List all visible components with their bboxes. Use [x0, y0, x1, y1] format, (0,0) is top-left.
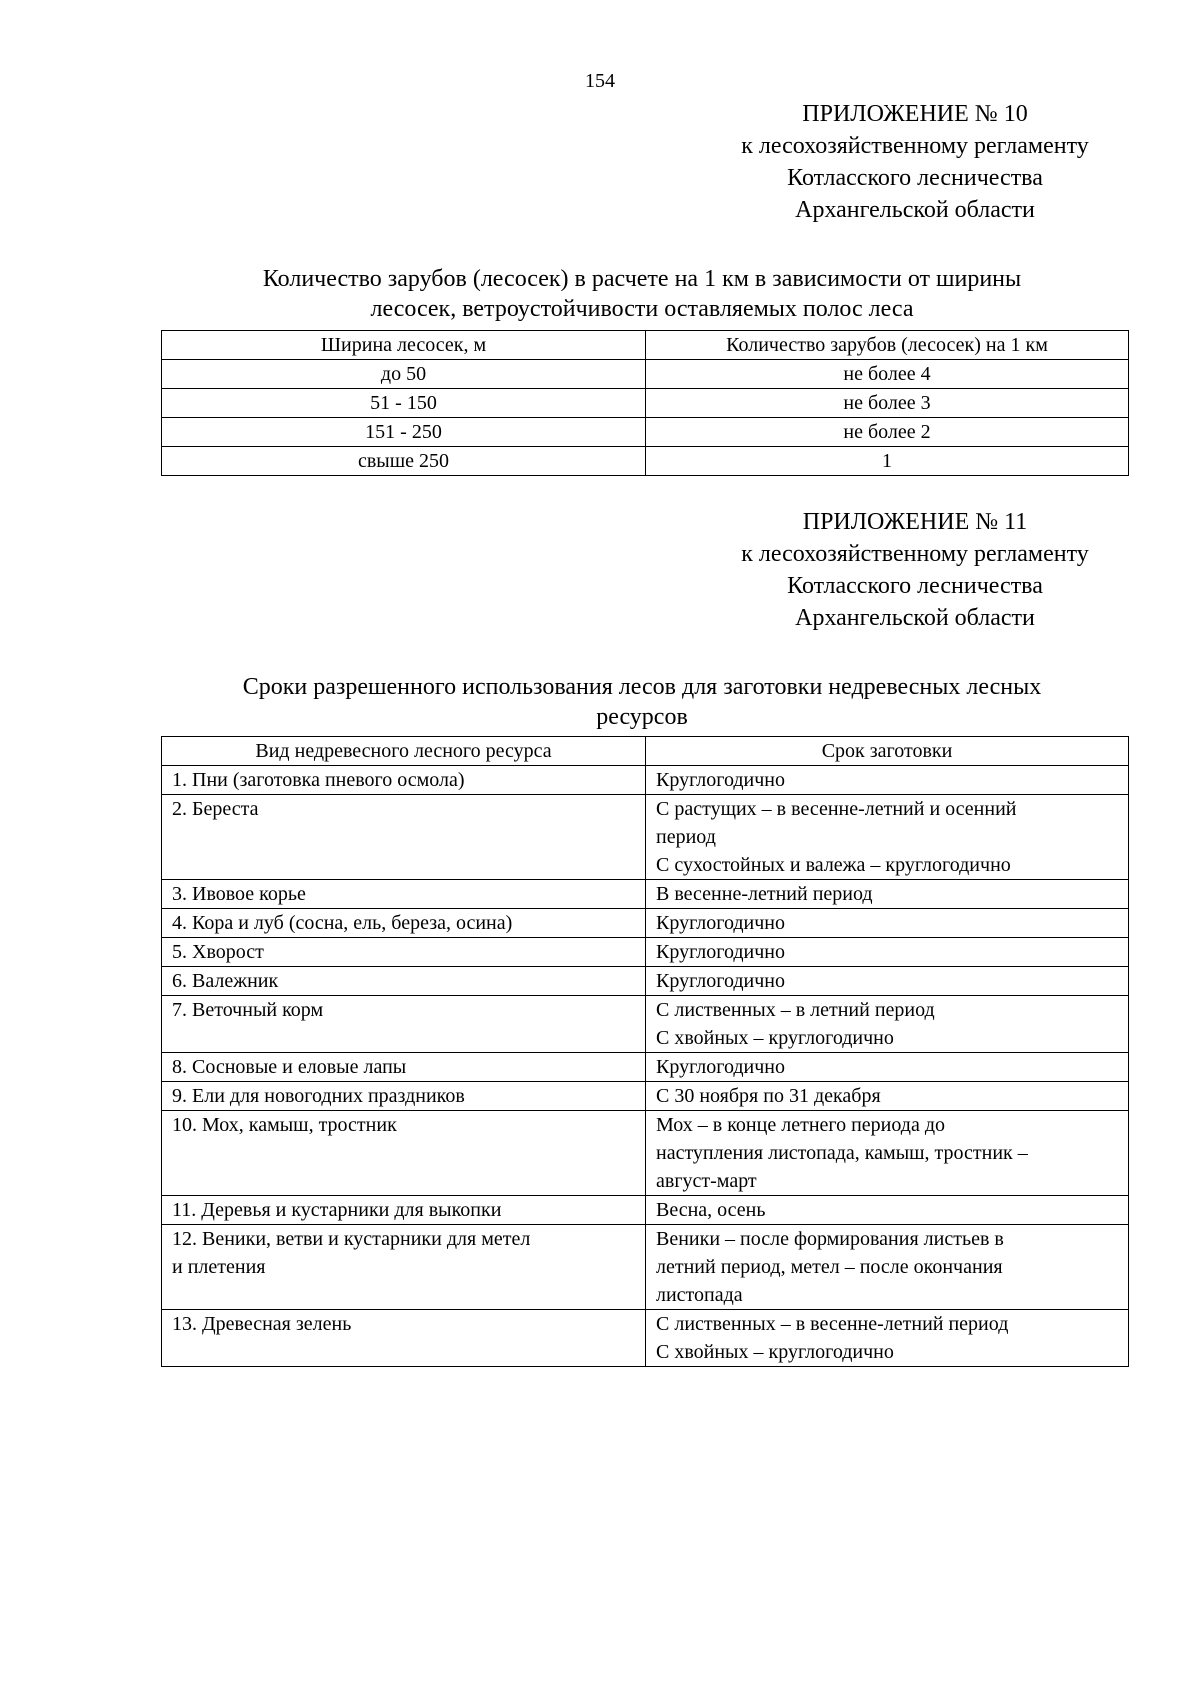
cell-line: 7. Веточный корм — [172, 999, 324, 1021]
term-cell — [646, 795, 1129, 880]
width-cell: 51 - 150 — [162, 389, 646, 418]
appendix-subtitle: к лесохозяйственному регламенту — [741, 133, 1089, 159]
term-cell — [646, 996, 1129, 1053]
cell-line: В весенне-летний период — [656, 883, 873, 905]
count-cell: не более 2 — [646, 418, 1129, 447]
resource-cell — [162, 1225, 646, 1310]
non-timber-resources-table — [161, 736, 1129, 1367]
cell-line: Круглогодично — [656, 970, 786, 992]
cell-line: Круглогодично — [656, 941, 786, 963]
resource-cell — [162, 1082, 646, 1111]
cell-line: Весна, осень — [656, 1199, 766, 1221]
cell-line: летний период, метел – после окончания — [656, 1256, 1003, 1278]
cell-line: С сухостойных и валежа – круглогодично — [656, 854, 1011, 876]
cutting-areas-table — [161, 330, 1129, 476]
column-header: Вид недревесного лесного ресурса — [162, 737, 646, 766]
count-cell: 1 — [646, 447, 1129, 476]
width-cell: свыше 250 — [162, 447, 646, 476]
resource-cell — [162, 1111, 646, 1196]
table-row — [162, 418, 1129, 447]
resource-cell — [162, 909, 646, 938]
table-2-title — [162, 672, 1122, 732]
column-header: Срок заготовки — [646, 737, 1129, 766]
table-row — [162, 447, 1129, 476]
column-header: Ширина лесосек, м — [162, 331, 646, 360]
term-cell — [646, 1225, 1129, 1310]
cell-line: Круглогодично — [656, 769, 786, 791]
count-cell: не более 4 — [646, 360, 1129, 389]
cell-line: период — [656, 826, 716, 848]
term-cell — [646, 967, 1129, 996]
table-row — [162, 1053, 1129, 1082]
cell-line: С хвойных – круглогодично — [656, 1027, 894, 1049]
table-row — [162, 389, 1129, 418]
cell-line: С 30 ноября по 31 декабря — [656, 1085, 881, 1107]
table-header-row — [162, 331, 1129, 360]
appendix-10-header — [690, 98, 1140, 226]
cell-line: листопада — [656, 1284, 743, 1306]
cell-line: С лиственных – в весенне-летний период — [656, 1313, 1009, 1335]
appendix-subtitle: Архангельской области — [795, 197, 1035, 223]
table-row — [162, 1310, 1129, 1367]
column-header: Количество зарубов (лесосек) на 1 км — [646, 331, 1129, 360]
appendix-title: ПРИЛОЖЕНИЕ № 11 — [802, 509, 1028, 535]
table-1-title — [162, 264, 1122, 324]
resource-cell — [162, 766, 646, 795]
resource-cell — [162, 1196, 646, 1225]
appendix-title: ПРИЛОЖЕНИЕ № 10 — [802, 101, 1028, 127]
width-cell: до 50 — [162, 360, 646, 389]
term-cell — [646, 1111, 1129, 1196]
table-row — [162, 1111, 1129, 1196]
cell-line: 2. Береста — [172, 798, 259, 820]
appendix-11-header — [690, 506, 1140, 634]
resource-cell — [162, 880, 646, 909]
appendix-subtitle: к лесохозяйственному регламенту — [741, 541, 1089, 567]
cell-line: 13. Древесная зелень — [172, 1313, 352, 1335]
table-row — [162, 909, 1129, 938]
cell-line: август-март — [656, 1170, 757, 1192]
cell-line: 4. Кора и луб (сосна, ель, береза, осина) — [172, 912, 513, 934]
term-cell — [646, 1196, 1129, 1225]
table-title-line: ресурсов — [596, 704, 688, 730]
cell-line: С растущих – в весенне-летний и осенний — [656, 798, 1017, 820]
cell-line: 6. Валежник — [172, 970, 279, 992]
cell-line: и плетения — [172, 1256, 266, 1278]
cell-line: 3. Ивовое корье — [172, 883, 306, 905]
table-row — [162, 766, 1129, 795]
appendix-subtitle: Котласского лесничества — [787, 573, 1043, 599]
cell-line: 10. Мох, камыш, тростник — [172, 1114, 397, 1136]
resource-cell — [162, 795, 646, 880]
resource-cell — [162, 967, 646, 996]
table-row — [162, 996, 1129, 1053]
appendix-subtitle: Котласского лесничества — [787, 165, 1043, 191]
cell-line: Мох – в конце летнего периода до — [656, 1114, 946, 1136]
table-row — [162, 1225, 1129, 1310]
term-cell — [646, 880, 1129, 909]
term-cell — [646, 938, 1129, 967]
table-header-row — [162, 737, 1129, 766]
table-row — [162, 1196, 1129, 1225]
cell-line: 5. Хворост — [172, 941, 264, 963]
term-cell — [646, 1310, 1129, 1367]
resource-cell — [162, 1053, 646, 1082]
table-row — [162, 967, 1129, 996]
term-cell — [646, 909, 1129, 938]
cell-line: Веники – после формирования листьев в — [656, 1228, 1004, 1250]
cell-line: Круглогодично — [656, 1056, 786, 1078]
cell-line: С лиственных – в летний период — [656, 999, 935, 1021]
width-cell: 151 - 250 — [162, 418, 646, 447]
table-title-line: Количество зарубов (лесосек) в расчете на 1 км в зависимости от ширины — [262, 266, 1022, 292]
table-row — [162, 1082, 1129, 1111]
resource-cell — [162, 938, 646, 967]
cell-line: С хвойных – круглогодично — [656, 1341, 894, 1363]
table-row — [162, 880, 1129, 909]
cell-line: наступления листопада, камыш, тростник – — [656, 1142, 1028, 1164]
resource-cell — [162, 996, 646, 1053]
table-row — [162, 360, 1129, 389]
table-title-line: Сроки разрешенного использования лесов для заготовки недревесных лесных — [242, 674, 1042, 700]
resource-cell — [162, 1310, 646, 1367]
cell-line: Круглогодично — [656, 912, 786, 934]
appendix-subtitle: Архангельской области — [795, 605, 1035, 631]
term-cell — [646, 1082, 1129, 1111]
page-number: 154 — [585, 70, 615, 92]
term-cell — [646, 1053, 1129, 1082]
cell-line: 11. Деревья и кустарники для выкопки — [172, 1199, 502, 1221]
cell-line: 1. Пни (заготовка пневого осмола) — [172, 769, 465, 791]
term-cell — [646, 766, 1129, 795]
table-row — [162, 938, 1129, 967]
cell-line: 8. Сосновые и еловые лапы — [172, 1056, 407, 1078]
cell-line: 12. Веники, ветви и кустарники для метел — [172, 1228, 531, 1250]
count-cell: не более 3 — [646, 389, 1129, 418]
cell-line: 9. Ели для новогодних праздников — [172, 1085, 465, 1107]
table-row — [162, 795, 1129, 880]
table-title-line: лесосек, ветроустойчивости оставляемых полос леса — [370, 296, 914, 322]
